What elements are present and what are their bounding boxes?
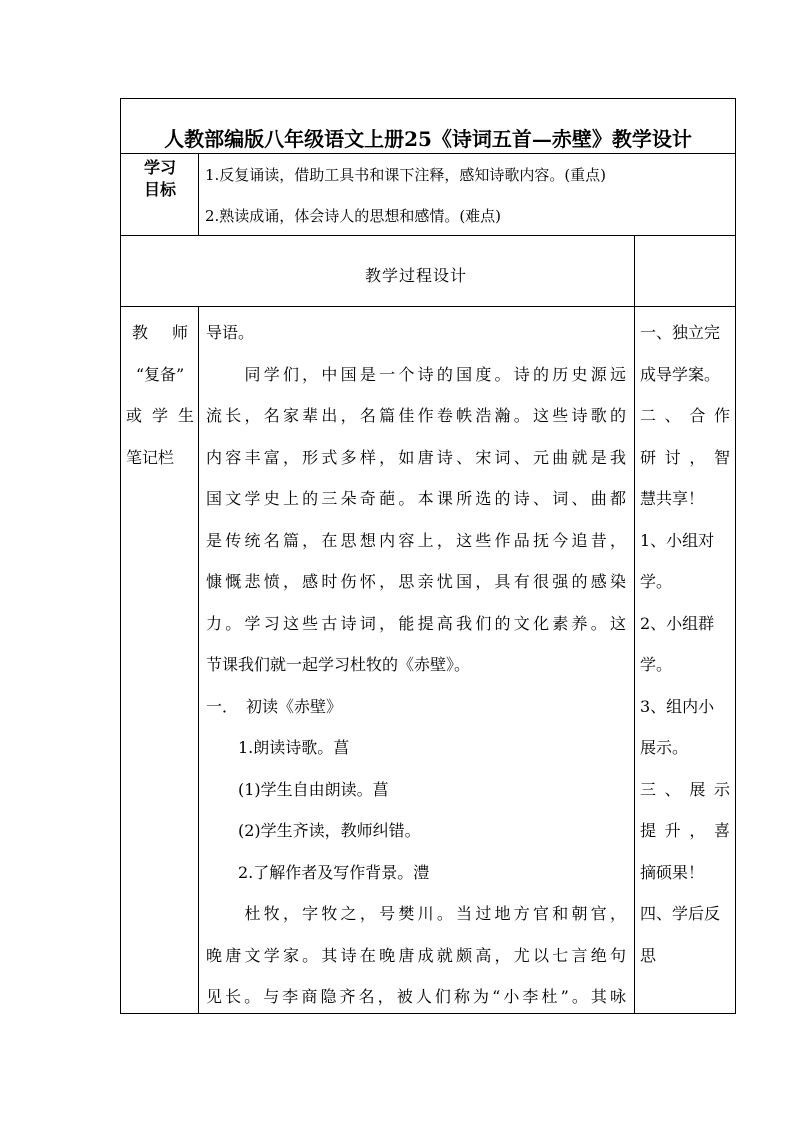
main-body-column [206,312,626,1018]
document-title: 人教部编版八年级语文上册25《诗词五首—赤壁》教学设计 [164,127,692,151]
left-note-line: “复备” [135,364,185,384]
step-line: 1、小组对 [640,530,715,550]
body-line: 杜牧，字牧之，号樊川。当过地方官和朝官， [206,904,626,923]
left-note-line: 笔记栏 [126,447,175,467]
body-line: (1)学生自由朗读。菖 [206,779,389,799]
process-title: 教学过程设计 [364,266,467,285]
step-line: 学。 [640,572,673,591]
row-divider-process-title [120,306,736,307]
step-line: 2、小组群 [640,613,715,633]
body-line: 力。学习这些古诗词，能提高我们的文化素养。这 [206,613,626,633]
body-line: 是传统名篇，在思想内容上，这些作品抚今追昔， [206,530,626,550]
step-line: 成导学案。 [640,364,721,384]
step-line: 学。 [640,655,673,674]
body-line: 流长，名家辈出，名篇佳作卷帙浩瀚。这些诗歌的 [206,406,626,425]
objectives-label-line1: 学习 [143,158,176,177]
step-line: 提升，喜 [640,821,730,840]
step-line: 四、学后反 [640,904,721,923]
row-divider-title [120,153,736,154]
step-line: 一、独立完 [640,323,721,342]
col-divider-right [634,235,635,1014]
body-line: 1.朗读诗歌。菖 [206,738,350,757]
col-divider-left [198,153,199,235]
step-line: 思 [640,945,657,965]
step-line: 慧共享！ [640,489,705,508]
step-line: 二、合作 [640,406,730,425]
body-line: 慷慨悲愤，感时伤怀，思亲忧国，具有很强的感染 [206,572,626,591]
body-line: 国文学史上的三朵奇葩。本课所选的诗、词、曲都 [206,489,626,508]
left-note-line: 或学生 [126,406,194,425]
body-line: 2.了解作者及写作背景。澧 [206,862,430,882]
right-steps-column [640,312,730,976]
step-line: 3、组内小 [640,696,715,716]
step-line: 展示。 [640,738,689,757]
left-note-column [126,312,194,478]
body-line: 见长。与李商隐齐名，被人们称为“小李杜”。其咏 [206,987,626,1006]
body-line: 晚唐文学家。其诗在晚唐成就颇高，尤以七言绝句 [206,945,626,965]
step-line: 研讨，智 [640,447,730,467]
body-line: 节课我们就一起学习杜牧的《赤壁》。 [206,655,471,674]
objective-item: 2.熟读成诵，体会诗人的思想和感情。(难点) [205,207,502,225]
body-line: 一． 初读《赤壁》 [206,696,343,716]
step-line: 摘硕果！ [640,862,705,882]
body-line: 内容丰富，形式多样，如唐诗、宋词、元曲就是我 [206,447,626,467]
objective-item: 1.反复诵读，借助工具书和课下注释，感知诗歌内容。(重点) [205,166,607,184]
row-divider-objectives [120,235,736,236]
col-divider-left-body [198,306,199,1014]
body-line: (2)学生齐读，教师纠错。 [206,821,421,840]
objectives-label-line2: 目标 [143,180,176,199]
body-line: 同学们，中国是一个诗的国度。诗的历史源远 [206,364,626,384]
left-note-line: 教 师 [132,323,188,342]
step-line: 三、展示 [640,779,730,799]
body-line: 导语。 [206,323,255,342]
